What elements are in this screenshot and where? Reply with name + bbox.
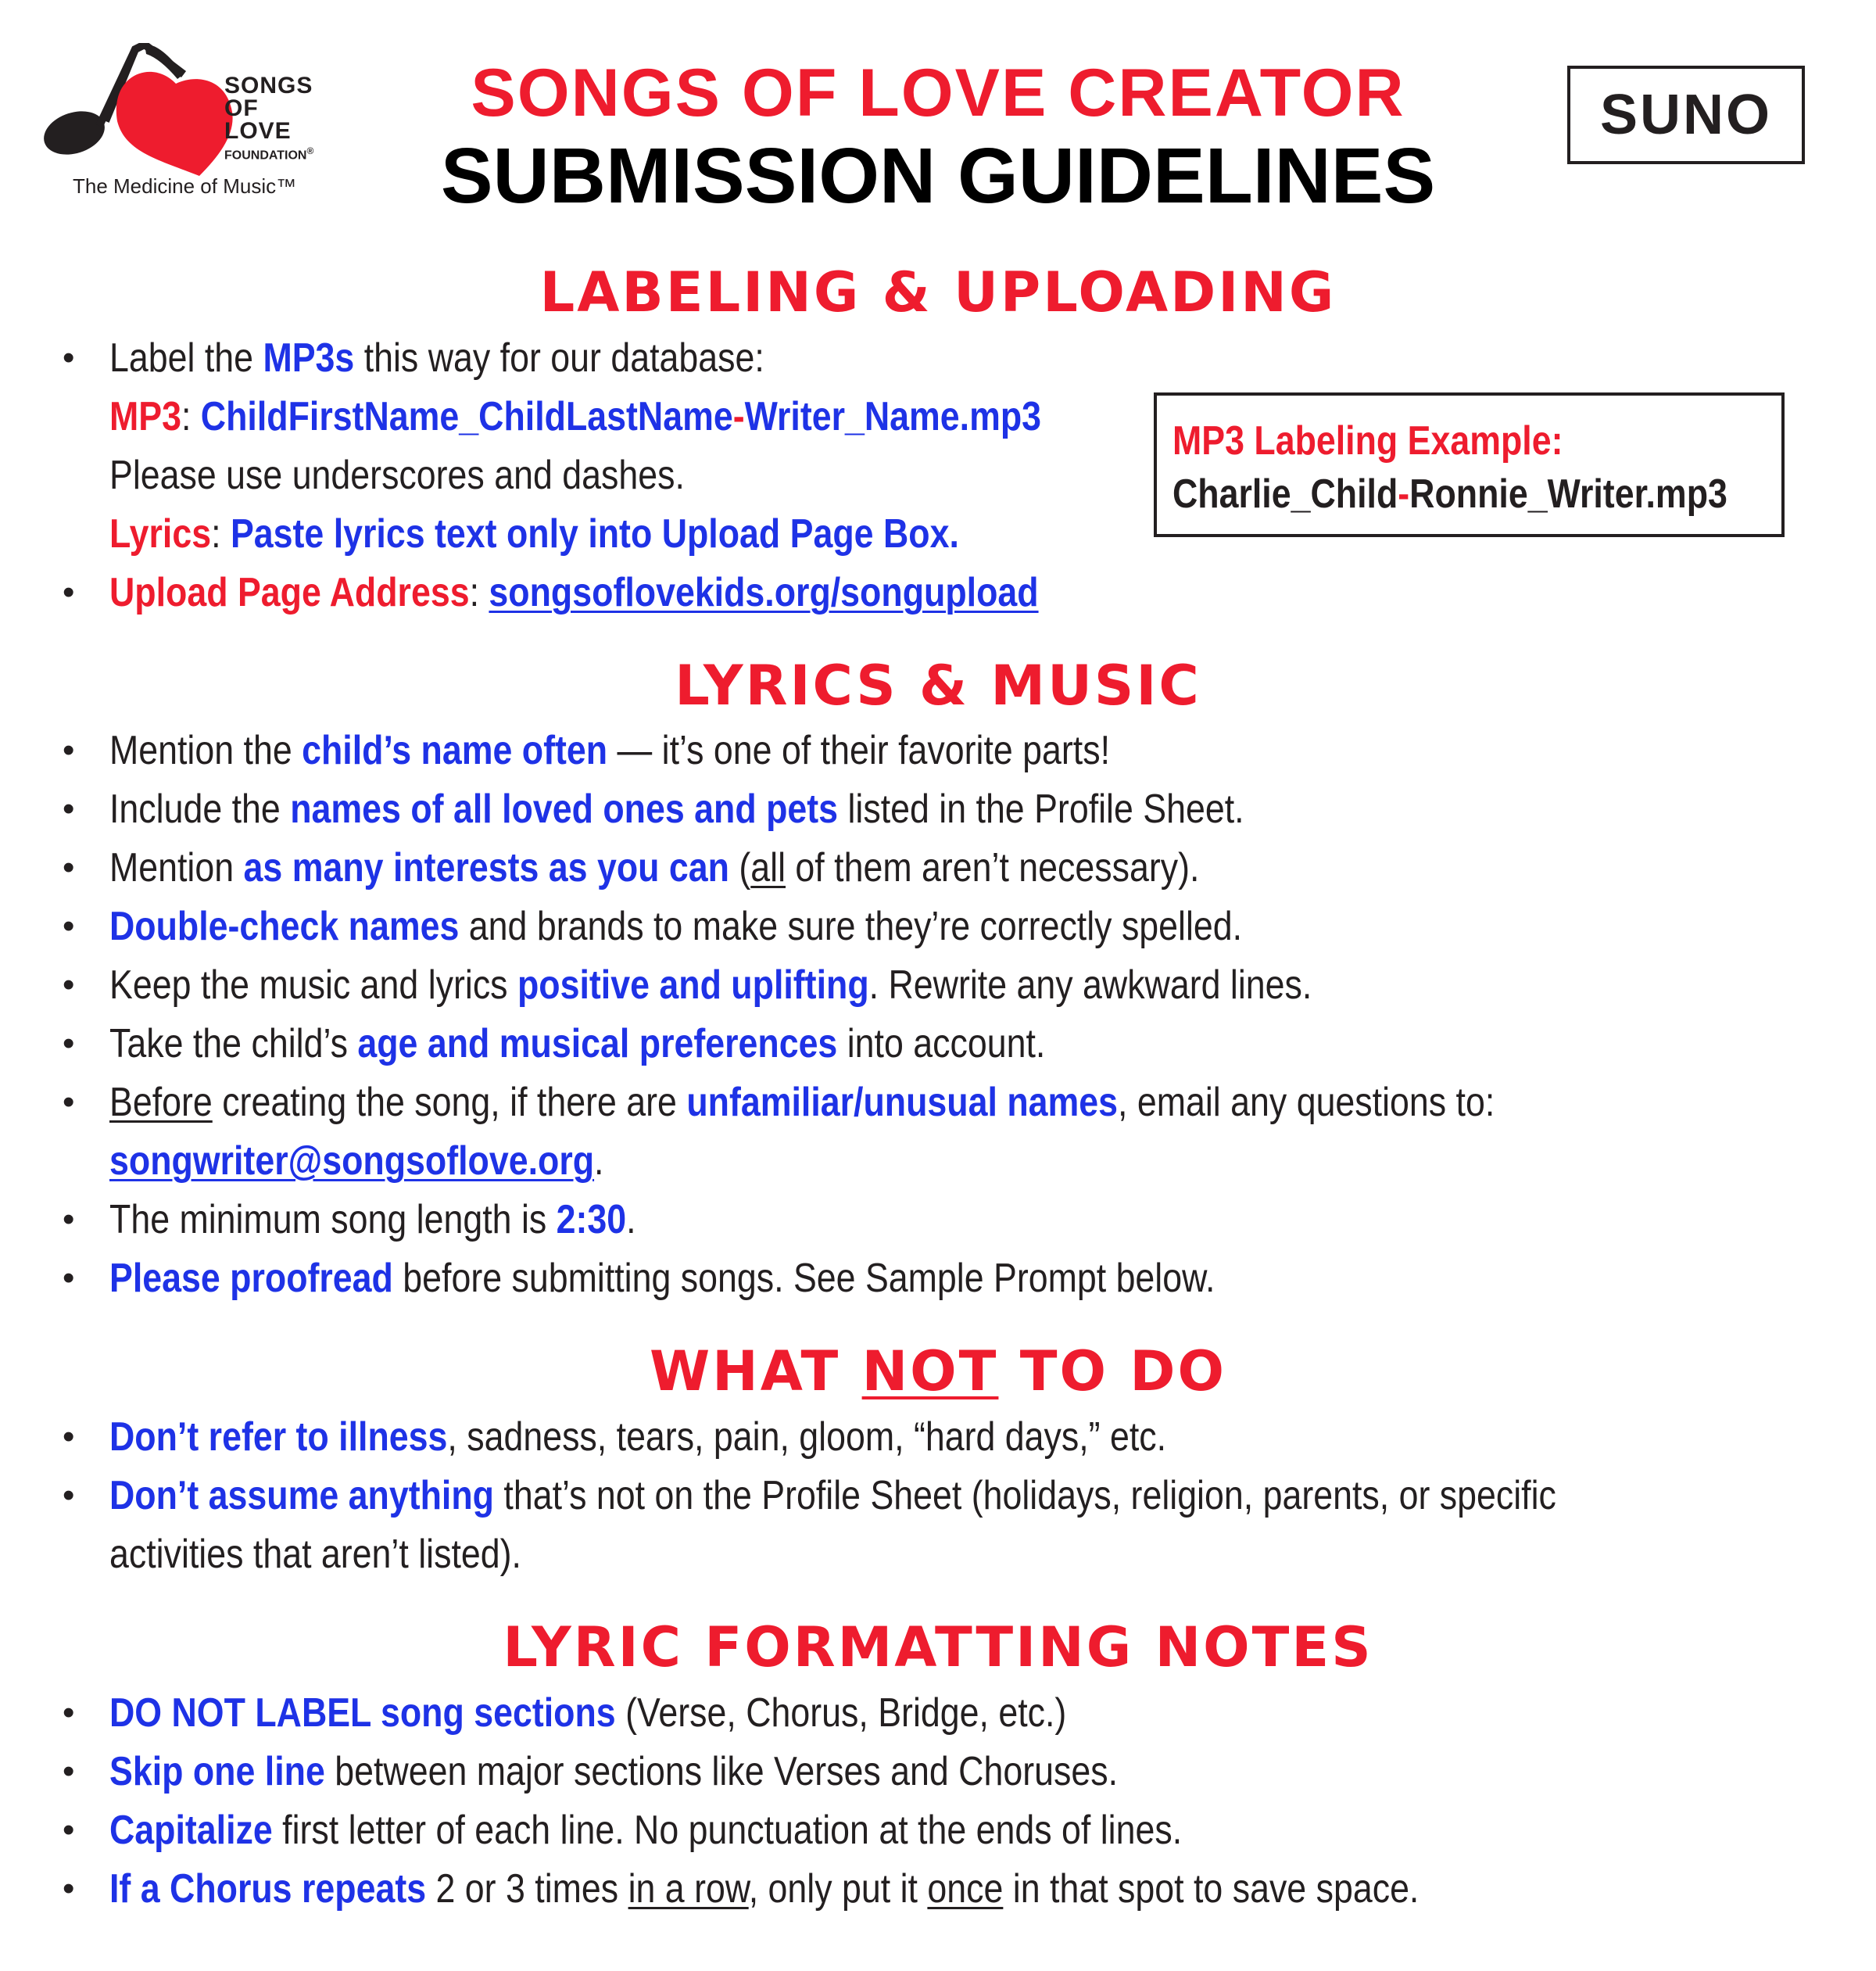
bullet: • bbox=[63, 339, 75, 377]
bullet: • bbox=[63, 1811, 75, 1849]
bullet: • bbox=[63, 1869, 75, 1908]
bullet: • bbox=[63, 1476, 75, 1514]
bullet: • bbox=[63, 1752, 75, 1790]
lyrics-item-age: Take the child’s age and musical preferences into account. bbox=[109, 1021, 1046, 1066]
format-item-no-labels: DO NOT LABEL song sections (Verse, Chorus, Bridge, etc.) bbox=[109, 1690, 1067, 1736]
bullet: • bbox=[63, 1024, 75, 1063]
title-line-1: SONGS OF LOVE CREATOR bbox=[471, 56, 1405, 131]
logo-tagline: The Medicine of Music™ bbox=[73, 174, 297, 198]
bullet: • bbox=[63, 848, 75, 887]
example-filename: Charlie_Child-Ronnie_Writer.mp3 bbox=[1172, 471, 1727, 517]
section-heading-formatting: LYRIC FORMATTING NOTES bbox=[503, 1615, 1373, 1679]
lyrics-item-proofread: Please proofread before submitting songs. See Sample Prompt below. bbox=[109, 1256, 1215, 1301]
bullet: • bbox=[63, 1417, 75, 1456]
lyrics-instruction: Lyrics: Paste lyrics text only into Upload Page Box. bbox=[109, 511, 959, 557]
bullet: • bbox=[63, 573, 75, 611]
upload-page-link[interactable]: songsoflovekids.org/songupload bbox=[489, 570, 1039, 615]
mp3-format-line: MP3: ChildFirstName_ChildLastName-Writer_Name.mp3 bbox=[109, 394, 1042, 439]
bullet: • bbox=[63, 966, 75, 1004]
upload-address-item: Upload Page Address: songsoflovekids.org/songupload bbox=[109, 570, 1039, 615]
format-item-capitalize: Capitalize first letter of each line. No punctuation at the ends of lines. bbox=[109, 1808, 1183, 1853]
songwriter-email-link[interactable]: songwriter@songsoflove.org bbox=[109, 1138, 595, 1184]
bullet: • bbox=[63, 907, 75, 945]
lyrics-item-child-name: Mention the child’s name often — it’s one of their favorite parts! bbox=[109, 728, 1111, 773]
page-title: SUBMISSION GUIDELINES bbox=[440, 132, 1436, 220]
bullet: • bbox=[63, 1693, 75, 1732]
not-item-illness: Don’t refer to illness, sadness, tears, pain, gloom, “hard days,” etc. bbox=[109, 1414, 1167, 1460]
bullet: • bbox=[63, 1200, 75, 1238]
lyrics-item-interests: Mention as many interests as you can (all of them aren’t necessary). bbox=[109, 845, 1200, 891]
format-item-chorus-repeats: If a Chorus repeats 2 or 3 times in a row, only put it once in that spot to save space. bbox=[109, 1866, 1420, 1912]
lyrics-item-double-check: Double-check names and brands to make sure they’re correctly spelled. bbox=[109, 904, 1243, 949]
bullet: • bbox=[63, 1259, 75, 1297]
not-item-assume-cont: activities that aren’t listed). bbox=[109, 1532, 521, 1577]
lyrics-item-unusual-names: Before creating the song, if there are unfamiliar/unusual names, email any questions to: bbox=[109, 1080, 1495, 1125]
labeling-item-mp3s: Label the MP3s this way for our database: bbox=[109, 335, 764, 381]
section-heading-lyrics-music: LYRICS & MUSIC bbox=[675, 654, 1201, 718]
underscores-note: Please use underscores and dashes. bbox=[109, 453, 685, 498]
section-heading-labeling: LABELING & UPLOADING bbox=[539, 260, 1337, 324]
not-item-assume: Don’t assume anything that’s not on the Profile Sheet (holidays, religion, parents, or specific bbox=[109, 1473, 1556, 1518]
bullet: • bbox=[63, 1083, 75, 1121]
bullet: • bbox=[63, 790, 75, 828]
mp3-example-box bbox=[1154, 392, 1785, 537]
lyrics-item-positive: Keep the music and lyrics positive and uplifting. Rewrite any awkward lines. bbox=[109, 962, 1312, 1008]
suno-wordmark: SUNO bbox=[1599, 84, 1773, 146]
lyrics-item-min-length: The minimum song length is 2:30. bbox=[109, 1197, 636, 1242]
example-title: MP3 Labeling Example: bbox=[1172, 418, 1563, 464]
section-heading-what-not-to-do: WHAT NOT TO DO bbox=[649, 1339, 1227, 1403]
format-item-skip-line: Skip one line between major sections like Verses and Choruses. bbox=[109, 1749, 1119, 1794]
bullet: • bbox=[63, 731, 75, 769]
lyrics-item-loved-ones: Include the names of all loved ones and pets listed in the Profile Sheet. bbox=[109, 787, 1244, 832]
suno-badge bbox=[1567, 66, 1805, 164]
logo-wordmark: SONGS OF LOVE FOUNDATION® bbox=[224, 73, 314, 163]
lyrics-item-email-line: songwriter@songsoflove.org. bbox=[109, 1138, 604, 1184]
